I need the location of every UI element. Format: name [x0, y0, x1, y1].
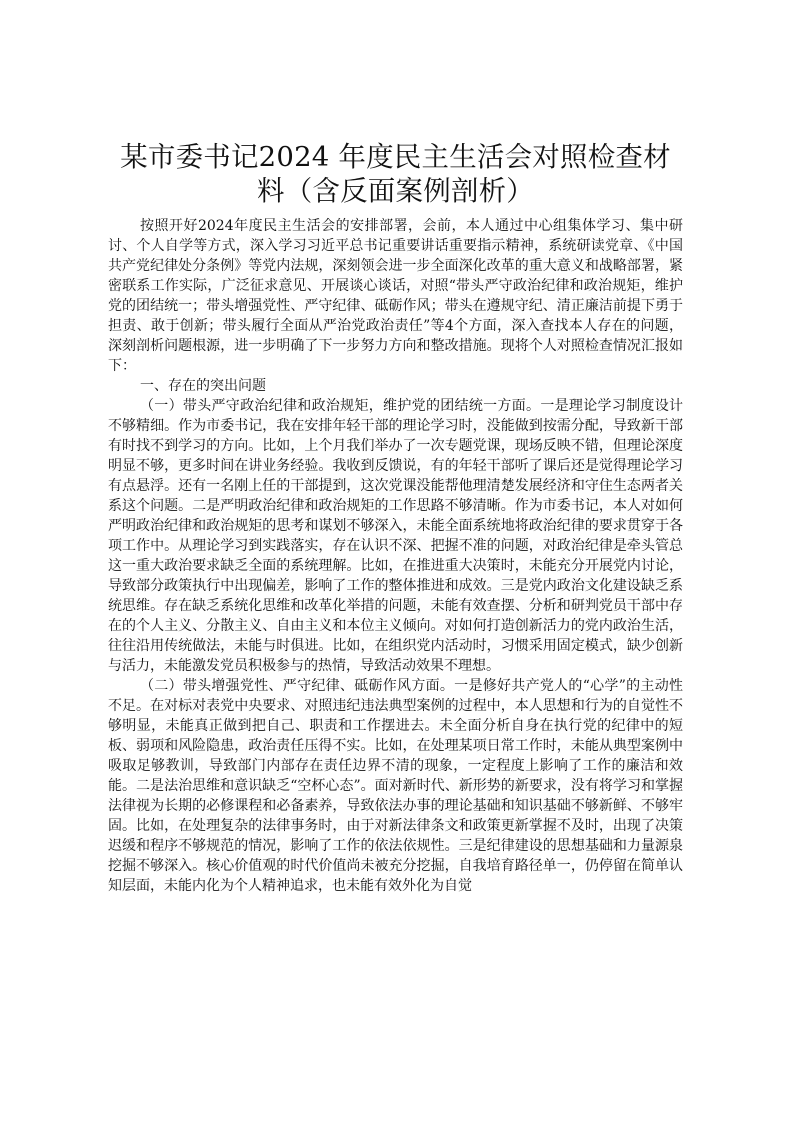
- document-title: 某市委书记2024 年度民主生活会对照检查材料（含反面案例剖析）: [120, 141, 671, 207]
- document-page: [108, 140, 683, 896]
- intro-paragraph: 按照开好2024年度民主生活会的安排部署，会前，本人通过中心组集体学习、集中研讨、个人自学等方式，深入学习习近平总书记重要讲话重要指示精神，系统研读党章、《中国共产党纪律处分条例》等党内法规，深刻领会进一步全面深化改革的重大意义和战略部署，紧密联系工作实际，广泛征求意见、开展谈心谈话，对照“带头严守政治纪律和政治规矩，维护党的团结统一；带头增强党性、严守纪律、砥砺作风；带头在遵规守纪、清正廉洁前提下勇于担责、敢于创新；带头履行全面从严治党政治责任”等4个方面，深入查找本人存在的问题，深刻剖析问题根源，进一步明确了下一步努力方向和整改措施。现将个人对照检查情况汇报如下：: [108, 218, 683, 374]
- body-paragraph-1: （一）带头严守政治纪律和政治规矩，维护党的团结统一方面。一是理论学习制度设计不够精细。作为市委书记，我在安排年轻干部的理论学习时，没能做到按需分配，导致新干部有时找不到学习的方向。比如，上个月我们举办了一次专题党课，现场反映不错，但理论深度明显不够，更多时间在讲业务经验。我收到反馈说，有的年轻干部听了课后还是觉得理论学习有点悬浮。还有一名刚上任的干部提到，这次党课没能帮他理清楚发展经济和守住生态两者关系这个问题。二是严明政治纪律和政治规矩的工作思路不够清晰。作为市委书记，本人对如何严明政治纪律和政治规矩的思考和谋划不够深入，未能全面系统地将政治纪律的要求贯穿于各项工作中。从理论学习到实践落实，存在认识不深、把握不准的问题，对政治纪律是牵头管总这一重大政治要求缺乏全面的系统理解。比如，在推进重大决策时，未能充分开展党内讨论，导致部分政策执行中出现偏差，影响了工作的整体推进和成效。三是党内政治文化建设缺乏系统思维。存在缺乏系统化思维和改革化举措的问题，未能有效查摆、分析和研判党员干部中存在的个人主义、分散主义、自由主义和本位主义倾向。对如何打造创新活力的党内政治生活，往往沿用传统做法，未能与时俱进。比如，在组织党内活动时，习惯采用固定模式，缺少创新与活力，未能激发党员积极参与的热情，导致活动效果不理想。: [108, 398, 683, 674]
- section-heading: 一、存在的突出问题: [140, 378, 266, 394]
- body-paragraph-2: （二）带头增强党性、严守纪律、砥砺作风方面。一是修好共产党人的“心学”的主动性不足。在对标对表党中央要求、对照违纪违法典型案例的过程中，本人思想和行为的自觉性不够明显，未能真正做到把自己、职责和工作摆进去。未全面分析自身在执行党的纪律中的短板、弱项和风险隐患，政治责任压得不实。比如，在处理某项日常工作时，未能从典型案例中吸取足够教训，导致部门内部存在责任边界不清的现象，一定程度上影响了工作的廉洁和效能。二是法治思维和意识缺乏“空杯心态”。面对新时代、新形势的新要求，没有将学习和掌握法律视为长期的必修课程和必备素养，导致依法办事的理论基础和知识基础不够新鲜、不够牢固。比如，在处理复杂的法律事务时，由于对新法律条文和政策更新掌握不及时，出现了决策迟缓和程序不够规范的情况，影响了工作的依法依规性。三是纪律建设的思想基础和力量源泉挖掘不够深入。核心价值观的时代价值尚未被充分挖掘，自我培育路径单一，仍停留在简单认知层面，未能内化为个人精神追求，也未能有效外化为自觉: [108, 678, 683, 894]
